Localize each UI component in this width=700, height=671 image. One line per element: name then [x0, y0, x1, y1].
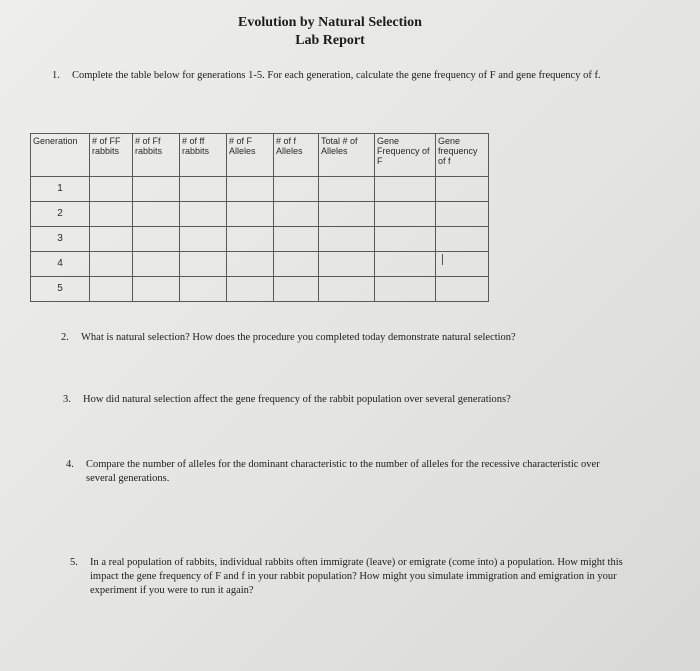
- question-4: [66, 458, 626, 486]
- table-row: [31, 202, 489, 227]
- pencil-mark: [442, 254, 443, 265]
- header-lower-f-alleles: # of f Alleles: [274, 134, 319, 177]
- generation-cell: 5: [31, 277, 90, 302]
- header-ff-recessive: # of ff rabbits: [180, 134, 227, 177]
- title-line-1: Evolution by Natural Selection: [238, 15, 422, 30]
- generation-cell: 2: [31, 202, 90, 227]
- question-5-text: In a real population of rabbits, individual rabbits often immigrate (leave) or emigrate (come into) a population. How might this impact the gene frequency of F and f in your rabbit population? How might you simulate immigration and emigration in your experiment if you were to run it again?: [90, 557, 623, 596]
- header-ff-dominant: # of FF rabbits: [90, 134, 133, 177]
- generation-table: [30, 133, 489, 302]
- table-row: [31, 177, 489, 202]
- question-3: [63, 393, 623, 407]
- header-generation: Generation: [31, 134, 90, 177]
- question-2: [61, 331, 621, 345]
- question-1-text: Complete the table below for generations 1-5. For each generation, calculate the gene frequency of F and gene frequency of f.: [72, 70, 601, 81]
- report-title: [0, 14, 660, 50]
- table-row: [31, 227, 489, 252]
- question-3-text: How did natural selection affect the gene frequency of the rabbit population over several generations?: [83, 394, 511, 405]
- question-1-number: 1.: [52, 70, 60, 81]
- question-2-number: 2.: [61, 332, 69, 343]
- header-gene-frequency-lower-f: Gene frequency of f: [436, 134, 489, 177]
- generation-cell: 1: [31, 177, 90, 202]
- pencil-mark-cell: [436, 252, 489, 277]
- question-4-text: Compare the number of alleles for the dominant characteristic to the number of alleles for the recessive characteristic over several generations.: [86, 459, 600, 484]
- question-2-text: What is natural selection? How does the procedure you completed today demonstrate natural selection?: [81, 332, 516, 343]
- table-row: [31, 277, 489, 302]
- question-5: [70, 556, 630, 598]
- generation-cell: 3: [31, 227, 90, 252]
- table-row: [31, 252, 489, 277]
- question-4-number: 4.: [66, 459, 74, 470]
- header-gene-frequency-f: Gene Frequency of F: [375, 134, 436, 177]
- header-total-alleles: Total # of Alleles: [319, 134, 375, 177]
- header-ff-hetero: # of Ff rabbits: [133, 134, 180, 177]
- title-line-2: Lab Report: [295, 33, 365, 48]
- table-header-row: [31, 134, 489, 177]
- question-1: [52, 69, 612, 83]
- question-3-number: 3.: [63, 394, 71, 405]
- generation-cell: 4: [31, 252, 90, 277]
- header-f-alleles: # of F Alleles: [227, 134, 274, 177]
- question-5-number: 5.: [70, 557, 78, 568]
